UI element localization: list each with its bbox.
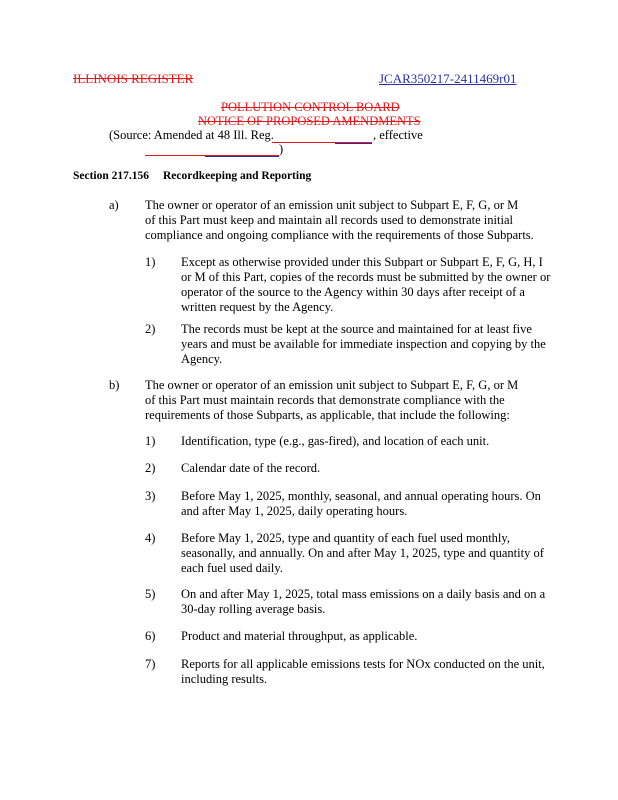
header-jcar-id: JCAR350217-2411469r01 — [379, 71, 517, 86]
notice-board-title: POLLUTION CONTROL BOARD — [221, 100, 400, 114]
para-b4-label: 4) — [145, 531, 156, 545]
para-b7-text: Reports for all applicable emissions tests for NOx conducted on the unit, including results. — [181, 657, 545, 686]
para-b3-label: 3) — [145, 489, 156, 503]
para-a2-text: The records must be kept at the source and maintained for at least five years and must be available for immediate inspection and copying by the Agency. — [181, 322, 546, 366]
para-b4-text: Before May 1, 2025, type and quantity of each fuel used monthly, seasonally, and annually. On and after May 1, 2025, type and quantity of each fuel used daily. — [181, 531, 544, 575]
source-close-paren: ) — [279, 142, 284, 156]
para-b-label: b) — [109, 378, 120, 392]
source-citation: (Source: Amended at 48 Ill. Reg. — [109, 128, 274, 142]
para-b-text: The owner or operator of an emission unit subject to Subpart E, F, G, or M of this Part must maintain records that demonstrate compliance with the requirements of those Subparts, as applicable, that include the following: — [145, 378, 519, 422]
para-b6-text: Product and material throughput, as applicable. — [181, 629, 418, 643]
para-b3-text: Before May 1, 2025, monthly, seasonal, and annual operating hours. On and after May 1, 2025, daily operating hours. — [181, 489, 541, 518]
header-register-title: ILLINOIS REGISTER — [73, 71, 194, 86]
para-b5-text: On and after May 1, 2025, total mass emissions on a daily basis and on a 30-day rolling average basis. — [181, 587, 546, 616]
para-a-label: a) — [109, 198, 119, 212]
para-b5-label: 5) — [145, 587, 156, 601]
para-a2-label: 2) — [145, 322, 156, 336]
para-a1-label: 1) — [145, 255, 156, 269]
para-b2-text: Calendar date of the record. — [181, 461, 321, 475]
section-title: Recordkeeping and Reporting — [163, 170, 312, 182]
para-b1-label: 1) — [145, 434, 156, 448]
para-b6-label: 6) — [145, 629, 156, 643]
para-b7-label: 7) — [145, 657, 156, 671]
section-number: Section 217.156 — [73, 170, 150, 182]
para-a1-text: Except as otherwise provided under this Subpart or Subpart E, F, G, H, I or M of this Part, copies of the records must be submitted by the owner or operator of the source to the Agency within 30 days after receipt of a written request by the Agency. — [181, 255, 551, 314]
para-b1-text: Identification, type (e.g., gas-fired), and location of each unit. — [181, 434, 490, 448]
notice-proposed-amendments: NOTICE OF PROPOSED AMENDMENTS — [198, 114, 421, 128]
source-effective-blank-blue — [205, 156, 279, 157]
para-a-text: The owner or operator of an emission unit subject to Subpart E, F, G, or M of this Part must keep and maintain all records used to demonstrate initial compliance and ongoing compliance with the requirements of those Subparts. — [145, 198, 534, 242]
source-blank-line-blue — [335, 143, 372, 144]
para-b2-label: 2) — [145, 461, 156, 475]
source-effective: , effective — [373, 128, 423, 142]
